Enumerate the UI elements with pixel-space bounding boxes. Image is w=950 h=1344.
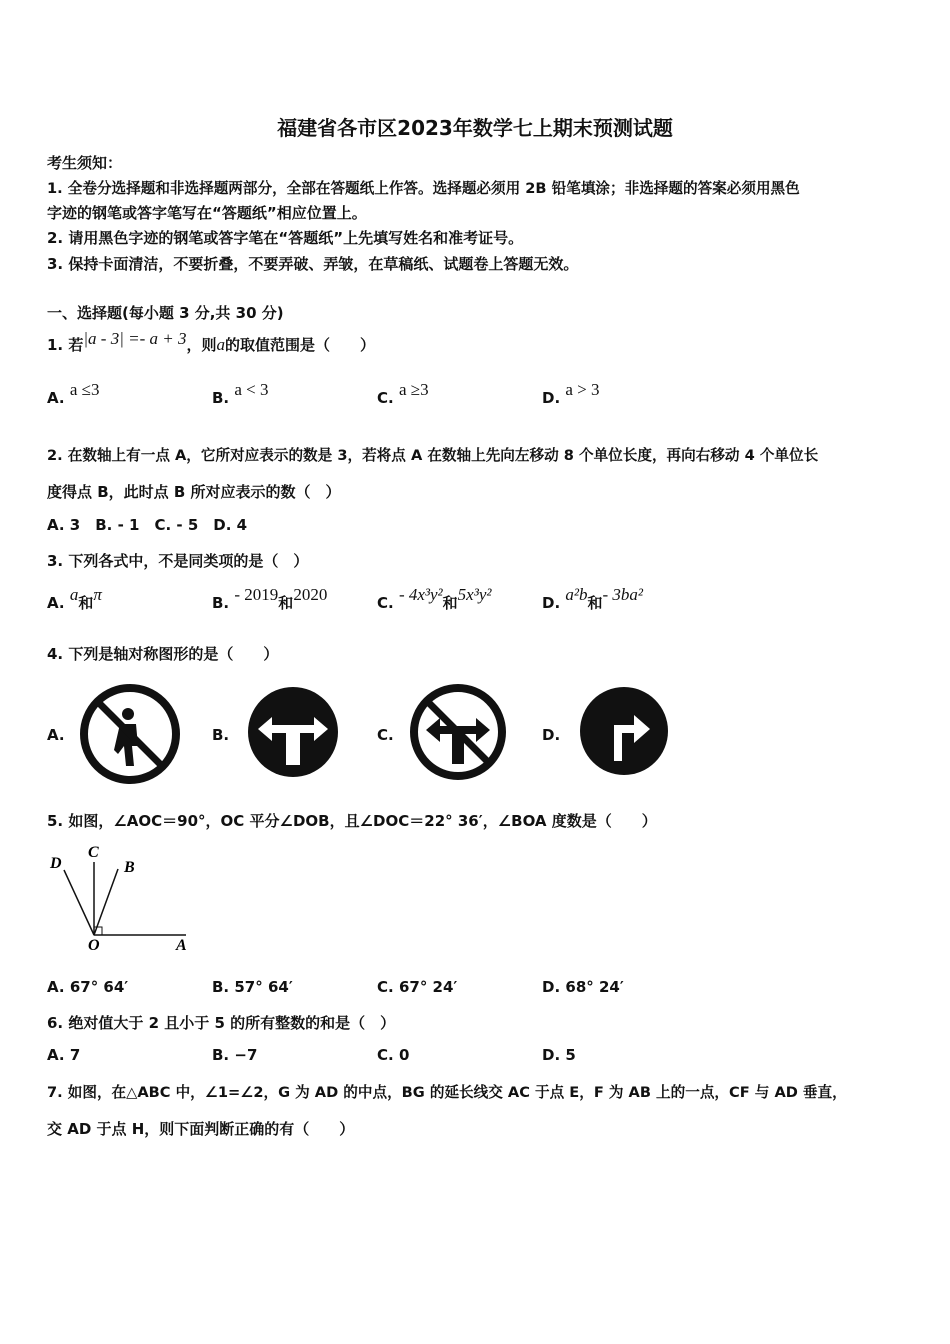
option-text: 68° 24′ xyxy=(565,978,624,996)
q5-option-c[interactable] xyxy=(377,978,457,996)
option-term1: - 4x³y² xyxy=(398,585,443,604)
q1-stem xyxy=(47,329,376,355)
option-label: D. xyxy=(542,594,561,612)
option-label: B. xyxy=(212,389,230,407)
option-label: A. xyxy=(47,389,65,407)
q1-option-a[interactable] xyxy=(47,380,100,408)
q7-line2: 交 AD 于点 H，则下面判断正确的有（ ） xyxy=(47,1120,355,1138)
q1-post: 的取值范围是（ ） xyxy=(225,336,376,354)
q6-stem: 6. 绝对值大于 2 且小于 5 的所有整数的和是（ ） xyxy=(47,1014,396,1032)
no-left-right-turn-sign-icon xyxy=(410,684,506,780)
q1-expr: |a - 3| =- a + 3 xyxy=(83,329,187,348)
q4-stem: 4. 下列是轴对称图形的是（ ） xyxy=(47,645,279,663)
q3-option-a[interactable] xyxy=(47,585,102,613)
q6-option-d[interactable] xyxy=(542,1046,576,1064)
q5-option-d[interactable] xyxy=(542,978,624,996)
option-label: C. xyxy=(377,594,394,612)
q6-option-a[interactable] xyxy=(47,1046,80,1064)
option-label: C. xyxy=(377,1046,394,1064)
q5-option-a[interactable] xyxy=(47,978,128,996)
option-text: −7 xyxy=(234,1046,258,1064)
notice-2: 2. 请用黑色字迹的钢笔或答字笔在“答题纸”上先填写姓名和准考证号。 xyxy=(47,229,524,247)
label-o: O xyxy=(88,937,100,954)
q4-option-d-label[interactable]: D. xyxy=(542,726,561,744)
label-b: B xyxy=(124,859,135,876)
label-d: D xyxy=(50,855,62,872)
option-text: a > 3 xyxy=(565,380,600,399)
option-term1: a xyxy=(69,585,79,604)
option-text: 67° 64′ xyxy=(69,978,129,996)
no-pedestrian-sign-icon xyxy=(80,684,180,784)
left-right-turn-sign-icon xyxy=(246,685,340,779)
notice-1b: 字迹的钢笔或答字笔写在“答题纸”相应位置上。 xyxy=(47,204,367,222)
option-label: D. xyxy=(542,978,561,996)
option-label: B. xyxy=(212,594,230,612)
option-label: A. xyxy=(47,1046,65,1064)
q6-option-b[interactable] xyxy=(212,1046,257,1064)
q2-line2: 度得点 B，此时点 B 所对应表示的数（ ） xyxy=(47,483,341,501)
option-term2: 2020 xyxy=(293,585,328,604)
label-a: A xyxy=(176,937,187,954)
q4-option-c-label[interactable]: C. xyxy=(377,726,394,744)
q1-option-d[interactable] xyxy=(542,380,600,408)
option-text: a ≥3 xyxy=(398,380,429,399)
option-label: B. xyxy=(212,978,230,996)
section-heading: 一、选择题(每小题 3 分,共 30 分) xyxy=(47,304,284,322)
option-label: A. xyxy=(47,978,65,996)
q2-line1: 2. 在数轴上有一点 A，它所对应表示的数是 3，若将点 A 在数轴上先向左移动 8 个单位长度，再向右移动 4 个单位长 xyxy=(47,447,819,464)
option-text: a ≤3 xyxy=(69,380,100,399)
option-and: 和 xyxy=(278,594,294,612)
option-text: 0 xyxy=(398,1046,410,1064)
q1-option-b[interactable] xyxy=(212,380,269,408)
option-and: 和 xyxy=(78,594,94,612)
notice-3: 3. 保持卡面清洁，不要折叠，不要弄破、弄皱，在草稿纸、试题卷上答题无效。 xyxy=(47,255,579,273)
q5-option-b[interactable] xyxy=(212,978,293,996)
option-label: C. xyxy=(377,978,394,996)
label-c: C xyxy=(88,844,99,861)
option-and: 和 xyxy=(587,594,603,612)
q4-option-a-label[interactable]: A. xyxy=(47,726,65,744)
q2-options[interactable]: A. 3 B. - 1 C. - 5 D. 4 xyxy=(47,516,248,534)
right-turn-sign-icon xyxy=(578,685,670,777)
q1-var: a xyxy=(216,335,225,354)
q1-option-c[interactable] xyxy=(377,380,429,408)
angle-figure xyxy=(44,842,204,954)
option-label: D. xyxy=(542,1046,561,1064)
notice-heading: 考生须知： xyxy=(47,154,123,172)
q4-option-b-label[interactable]: B. xyxy=(212,726,230,744)
q5-stem: 5. 如图，∠AOC＝90°，OC 平分∠DOB，且∠DOC＝22° 36′，∠BOA 度数是（ ） xyxy=(47,812,657,830)
option-text: 5 xyxy=(565,1046,576,1064)
option-label: C. xyxy=(377,389,394,407)
q3-option-c[interactable] xyxy=(377,585,492,613)
notice-1a: 1. 全卷分选择题和非选择题两部分，全部在答题纸上作答。选择题必须用 2B 铅笔填涂；非选择题的答案必须用黑色 xyxy=(47,180,800,197)
option-text: 67° 24′ xyxy=(398,978,458,996)
q3-stem: 3. 下列各式中，不是同类项的是（ ） xyxy=(47,552,309,570)
option-label: A. xyxy=(47,594,65,612)
q6-option-c[interactable] xyxy=(377,1046,409,1064)
option-text: 7 xyxy=(69,1046,81,1064)
q1-pre: 1. 若 xyxy=(47,336,84,354)
option-label: B. xyxy=(212,1046,230,1064)
q3-option-d[interactable] xyxy=(542,585,644,613)
option-text: a < 3 xyxy=(234,380,269,399)
q1-mid: ，则 xyxy=(186,336,217,354)
option-label: D. xyxy=(542,389,561,407)
option-term2: 5x³y² xyxy=(457,585,492,604)
q7-line1: 7. 如图，在△ABC 中，∠1=∠2，G 为 AD 的中点，BG 的延长线交 AC 于点 E，F 为 AB 上的一点，CF 与 AD 垂直， xyxy=(47,1084,847,1101)
option-and: 和 xyxy=(442,594,458,612)
page-title: 福建省各市区2023年数学七上期末预测试题 xyxy=(277,116,673,140)
q3-option-b[interactable] xyxy=(212,585,328,613)
option-term2: π xyxy=(93,585,102,604)
option-text: 57° 64′ xyxy=(234,978,293,996)
option-term2: - 3ba² xyxy=(602,585,644,604)
option-term1: - 2019 xyxy=(234,585,279,604)
option-term1: a²b xyxy=(565,585,588,604)
